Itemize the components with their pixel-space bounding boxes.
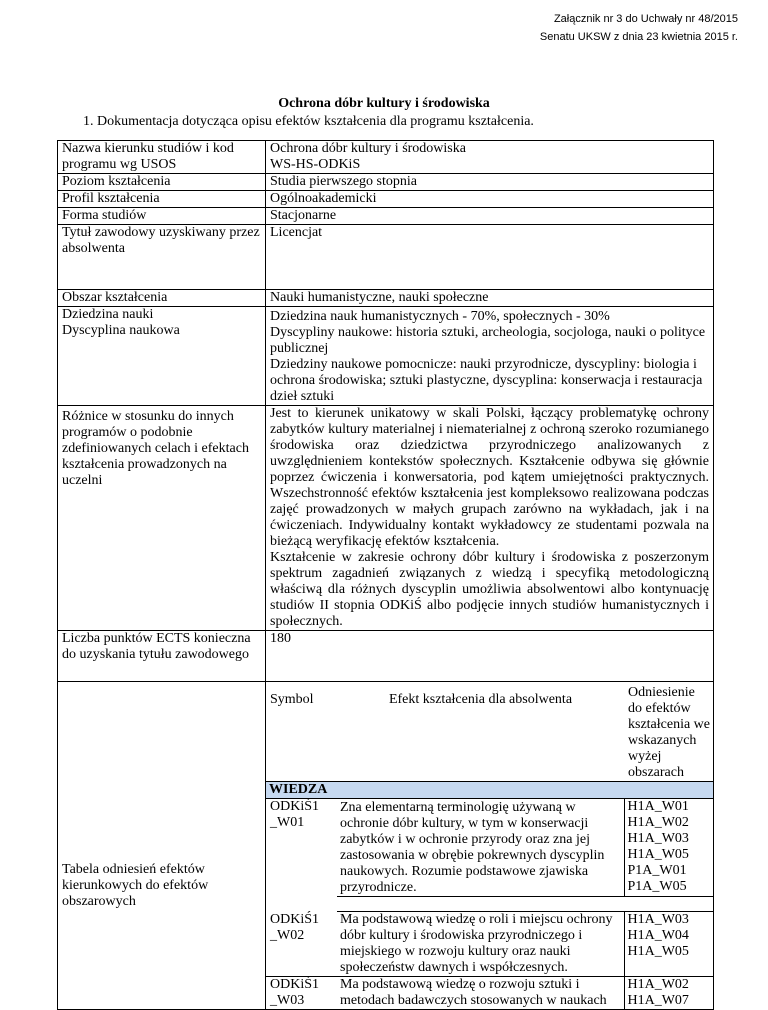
effect-symbol-1: ODKiŚ1 _W01 <box>270 799 320 830</box>
effect-symbol-2: ODKiŚ1 _W02 <box>266 912 337 977</box>
discipline-label: Dyscyplina naukowa <box>62 323 180 338</box>
effect-text-3: Ma podstawową wiedzę o rozwoju sztuki i metodach badawczych stosowanych w naukach <box>340 977 607 1008</box>
differences-value <box>266 406 714 631</box>
effect-row-1 <box>266 799 713 897</box>
value-degree: Licencjat <box>270 225 323 240</box>
attachment-line-2: Senatu UKSW z dnia 23 kwietnia 2015 r. <box>539 31 738 43</box>
ref-1-2: H1A_W02 <box>627 815 689 830</box>
ref-1-4: H1A_W05 <box>627 847 689 862</box>
effect-symbol-3: ODKiŚ1 _W03 <box>270 977 320 1008</box>
differences-label: Różnice w stosunku do innych programów o podobnie zdefiniowanych celach i efektach kształcenia prowadzonych na uczelni <box>58 406 266 631</box>
effect-text-1: Zna elementarną terminologię używaną w ochronie dóbr kultury, w tym w konserwacji zabytków i w ochronie przyrody oraz zna jej zastosowania w obrębie pokrewnych dyscyplin naukowych. Rozumie podstawowe zjawiska przyrodnicze. <box>337 799 624 897</box>
label-level: Poziom kształcenia <box>58 174 265 191</box>
ref-2-3: H1A_W05 <box>627 944 689 959</box>
ref-2-2: H1A_W04 <box>627 928 689 943</box>
aux-disciplines-value: Dziedziny naukowe pomocnicze: nauki przyrodnicze, dyscypliny: biologia i ochrona środowiska; sztuki plastyczne, dyscyplina: konserwacja i restauracja dzieł sztuki <box>270 357 703 404</box>
program-table <box>57 140 714 1010</box>
effects-cell <box>266 682 714 1010</box>
differences-paragraph-2: Kształcenie w zakresie ochrony dóbr kultury i środowiska z poszerzonym spektrum zagadnień związanych z wiedzą i specyfiką metodologiczną właściwą dla różnych dyscyplin umożliwia absolwentowi albo kontynuację studiów II stopnia ODKiŚ albo podjęcie innych studiów humanistycznych i społecznych. <box>270 550 709 629</box>
ref-1-3: H1A_W03 <box>627 831 689 846</box>
effect-text-2: Ma podstawową wiedzę o roli i miejscu ochrony dóbr kultury i środowiska przyrodniczego i miejskiego w rozwoju kultury oraz nauki społeczeństw dawnych i współczesnych. <box>337 912 624 977</box>
section-row <box>266 782 713 799</box>
effect-refs-2 <box>624 912 713 977</box>
ects-label: Liczba punktów ECTS konieczna do uzyskania tytułu zawodowego <box>58 631 266 682</box>
effects-ref-label-cell <box>58 682 266 1010</box>
document-subtitle: 1. Dokumentacja dotycząca opisu efektów kształcenia dla programu kształcenia. <box>83 114 534 129</box>
attachment-note <box>540 10 738 46</box>
section-wiedza: WIEDZA <box>266 782 713 799</box>
ref-3-2: H1A_W07 <box>627 993 689 1008</box>
ref-1-5: P1A_W01 <box>627 863 687 878</box>
label-form: Forma studiów <box>58 208 265 225</box>
field-labels <box>58 307 266 406</box>
attachment-line-1: Załącznik nr 3 do Uchwały nr 48/2015 <box>553 13 738 25</box>
value-form: Stacjonarne <box>266 208 713 225</box>
effects-table <box>266 682 713 1009</box>
field-value: Dziedzina nauk humanistycznych - 70%, społecznych - 30% <box>270 309 610 324</box>
area-row <box>58 290 714 307</box>
ects-row <box>58 631 714 682</box>
field-values <box>266 307 714 406</box>
basic-info-row <box>58 141 714 290</box>
area-value: Nauki humanistyczne, nauki społeczne <box>266 290 714 307</box>
effect-row-3 <box>266 977 713 1010</box>
document-title: Ochrona dóbr kultury i środowiska <box>278 96 490 111</box>
ref-1-1: H1A_W01 <box>627 799 689 814</box>
area-label: Obszar kształcenia <box>58 290 266 307</box>
label-program-name: Nazwa kierunku studiów i kod programu wg USOS <box>58 141 265 174</box>
label-degree: Tytuł zawodowy uzyskiwany przez absolwenta <box>62 225 260 256</box>
value-program-name: Ochrona dóbr kultury i środowiska <box>270 141 466 156</box>
col-effect-header: Efekt kształcenia dla absolwenta <box>388 692 573 707</box>
label-profile: Profil kształcenia <box>58 191 265 208</box>
basic-info-labels <box>58 141 266 290</box>
effects-ref-label: Tabela odniesień efektów kierunkowych do efektów obszarowych <box>62 862 209 909</box>
effect-refs-1 <box>624 799 713 897</box>
ects-value: 180 <box>266 631 714 682</box>
effects-row <box>58 682 714 1010</box>
field-label: Dziedzina nauki <box>62 307 154 322</box>
value-profile: Ogólnoakademicki <box>266 191 713 208</box>
effect-row-2 <box>266 912 713 977</box>
value-usos-code: WS-HS-ODKiS <box>266 157 713 174</box>
basic-info-values <box>266 141 714 290</box>
col-ref-header: Odniesienie do efektów kształcenia we wskazanych wyżej obszarach <box>628 685 711 780</box>
ref-3-1: H1A_W02 <box>627 977 689 992</box>
col-symbol-header: Symbol <box>270 692 314 707</box>
differences-row <box>58 406 714 631</box>
ref-2-1: H1A_W03 <box>627 912 689 927</box>
effect-refs-3 <box>624 977 713 1010</box>
differences-paragraph-1: Jest to kierunek unikatowy w skali Polski, łączący problematykę ochrony zabytków kultury materialnej i niematerialnej z ochroną szeroko rozumianego środowiska oraz dziedzictwa przyrodniczego analizowanych z uwzględnieniem kontekstów społecznych. Kształcenie odbywa się głównie poprzez ćwiczenia i konwersatoria, pod kątem umiejętności praktycznych. Wszechstronność efektów kształcenia jest kompleksowo realizowana podczas zajęć prowadzonych w małych grupach zarówno na wykładach, jak i na ćwiczeniach. Indywidualny kontakt wykładowcy ze studentami pozwala na bieżącą weryfikację efektów kształcenia. <box>270 406 709 549</box>
value-level: Studia pierwszego stopnia <box>266 174 713 191</box>
effects-header <box>266 682 713 782</box>
field-row <box>58 307 714 406</box>
discipline-value: Dyscypliny naukowe: historia sztuki, archeologia, socjologa, nauki o polityce publicznej <box>270 325 706 356</box>
ref-1-6: P1A_W05 <box>627 879 687 894</box>
